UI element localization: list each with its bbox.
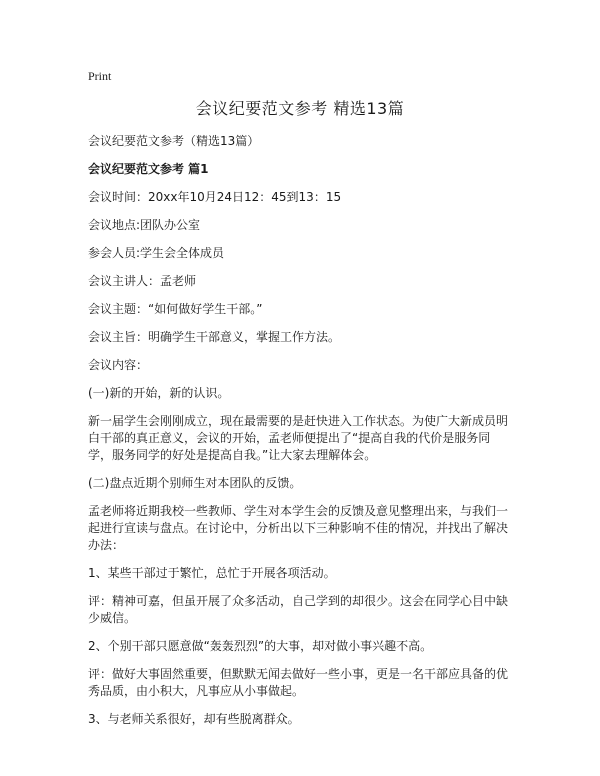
section-heading: 会议纪要范文参考 篇1	[88, 162, 209, 176]
meeting-content-label: 会议内容：	[88, 358, 149, 372]
section-one-heading: (一)新的开始，新的认识。	[88, 386, 230, 400]
meeting-speaker: 会议主讲人：孟老师	[88, 274, 197, 288]
meeting-topic: 会议主题：“如何做好学生干部。”	[88, 302, 263, 316]
meeting-attendees: 参会人员:学生会全体成员	[88, 246, 225, 260]
issue-one-comment: 评：精神可嘉，但虽开展了众多活动，自己学到的却很少。这会在同学心目中缺少威信。	[88, 594, 509, 625]
issue-two-comment: 评：做好大事固然重要，但默默无闻去做好一些小事，更是一名干部应具备的优秀品质，由小积大，凡事应从小事做起。	[88, 667, 509, 698]
meeting-location: 会议地点:团队办公室	[88, 218, 201, 232]
section-two-heading: (二)盘点近期个别师生对本团队的反馈。	[88, 476, 302, 490]
section-one-body: 新一届学生会刚刚成立，现在最需要的是赶快进入工作状态。为使广大新成员明白干部的真正意义，会议的开始，孟老师便提出了“提高自我的代价是服务同学，服务同学的好处是提高自我。”让大家去理解体会。	[88, 414, 509, 462]
document-title: 会议纪要范文参考 精选13篇	[195, 99, 405, 118]
print-label[interactable]: Print	[88, 69, 112, 83]
issue-one: 1、某些干部过于繁忙，总忙于开展各项活动。	[88, 566, 336, 580]
section-two-body: 孟老师将近期我校一些教师、学生对本学生会的反馈及意见整理出来，与我们一起进行宣读与盘点。在讨论中，分析出以下三种影响不佳的情况，并找出了解决办法：	[88, 504, 509, 552]
document-subtitle: 会议纪要范文参考（精选13篇）	[88, 134, 260, 148]
issue-two: 2、个别干部只愿意做“轰轰烈烈”的大事，却对做小事兴趣不高。	[88, 639, 433, 653]
meeting-time: 会议时间：20xx年10月24日12：45到13：15	[88, 190, 342, 204]
issue-three: 3、与老师关系很好，却有些脱离群众。	[88, 712, 300, 726]
meeting-purpose: 会议主旨：明确学生干部意义，掌握工作方法。	[88, 330, 341, 344]
